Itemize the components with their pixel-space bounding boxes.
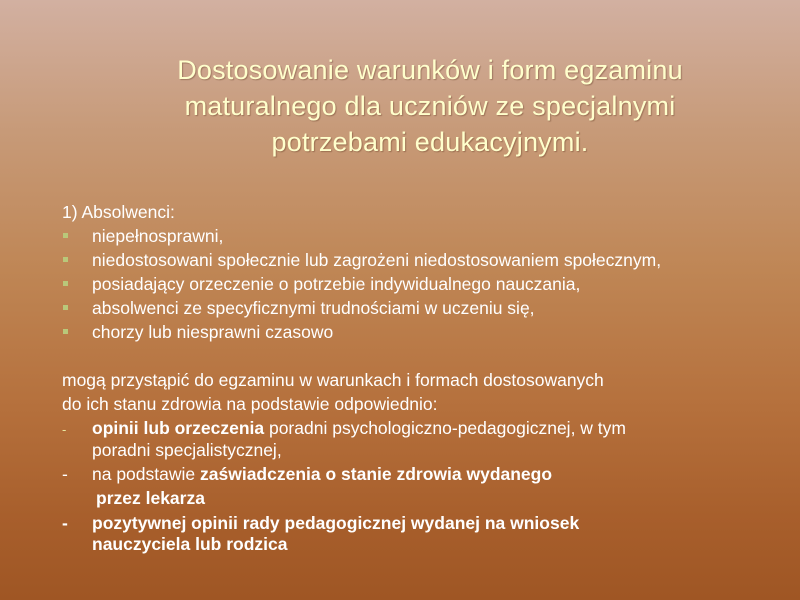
bullet-item: posiadający orzeczenie o potrzebie indywidualnego nauczania,: [62, 272, 762, 296]
basis-item-opinion: [62, 416, 762, 460]
dash-marker: -: [62, 513, 68, 533]
dash-marker: -: [62, 422, 67, 437]
bullet-square-icon: [63, 281, 68, 286]
basis-bold-text: zaświadczenia o stanie zdrowia wydanego: [200, 464, 553, 484]
basis-text: poradni psychologiczno-pedagogicznej, w tym: [264, 418, 626, 438]
basis-text: na podstawie: [92, 464, 200, 484]
basis-text-continued: poradni specjalistycznej,: [92, 440, 282, 460]
bullet-square-icon: [63, 233, 68, 238]
basis-text-continued: przez lekarza: [96, 488, 205, 508]
basis-text-continued: nauczyciela lub rodzica: [92, 534, 288, 554]
basis-bold-text: pozytywnej opinii rady pedagogicznej wydanej na wniosek: [92, 513, 580, 533]
paragraph-line: mogą przystąpić do egzaminu w warunkach i formach dostosowanych: [62, 370, 604, 390]
bullet-list: [62, 224, 762, 344]
basis-item-certificate: [62, 462, 762, 486]
bullet-item: chorzy lub niesprawni czasowo: [62, 320, 762, 344]
bullet-item: niedostosowani społecznie lub zagrożeni niedostosowaniem społecznym,: [62, 248, 762, 272]
dash-marker: -: [62, 464, 68, 484]
bullet-item: absolwenci ze specyficznymi trudnościami w uczeniu się,: [62, 296, 762, 320]
bullet-square-icon: [63, 329, 68, 334]
paragraph-line: do ich stanu zdrowia na podstawie odpowiednio:: [62, 394, 438, 414]
bullet-square-icon: [63, 305, 68, 310]
bullet-item: niepełnosprawni,: [62, 224, 762, 248]
section-heading: 1) Absolwenci:: [62, 202, 175, 222]
slide-content: [62, 200, 762, 554]
basis-item-council: [62, 512, 762, 554]
bullet-square-icon: [63, 257, 68, 262]
basis-bold-text: opinii lub orzeczenia: [92, 418, 265, 438]
slide-title: Dostosowanie warunków i form egzaminu maturalnego dla uczniów ze specjalnymi potrzebami edukacyjnymi.: [177, 55, 683, 157]
